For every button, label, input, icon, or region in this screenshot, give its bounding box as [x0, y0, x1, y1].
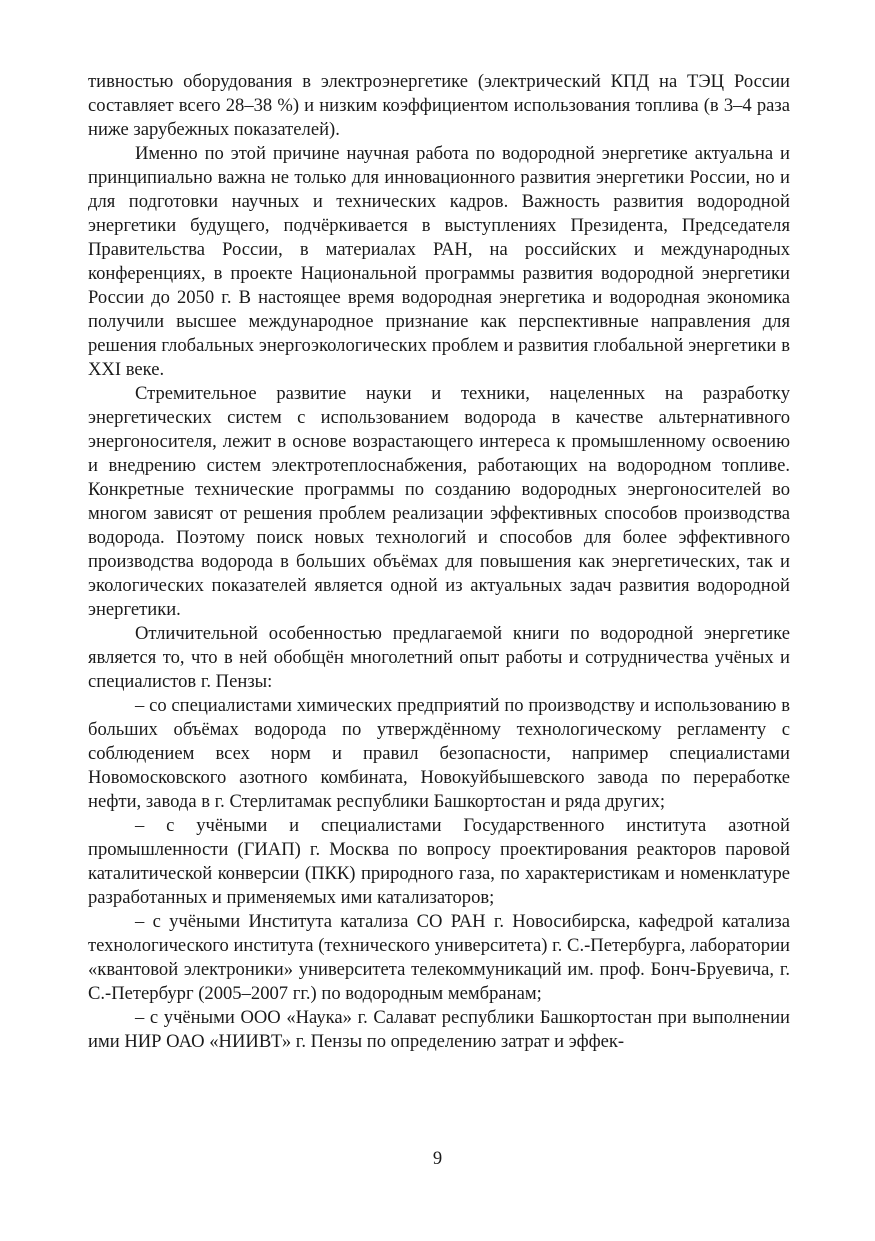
list-item-chemical-enterprises: – со специалистами химических предприятий по производству и использованию в больших объёмах водорода по утверждённому технологическому регламенту с соблюдением всех норм и правил безопасности, например специалистами Новомосковского азотного комбината, Новокуйбышевского завода по переработке нефти, завода в г. Стерлитамак республики Башкортостан и ряда других;	[88, 695, 790, 812]
paragraph-continuation: тивностью оборудования в электроэнергетике (электрический КПД на ТЭЦ России составляет всего 28–38 %) и низким коэффициентом использования топлива (в 3–4 раза ниже зарубежных показателей).	[88, 71, 790, 140]
page-body	[88, 70, 790, 1054]
paragraph-rapid-development: Стремительное развитие науки и техники, нацеленных на разработку энергетических систем с использованием водорода в качестве альтернативного энергоносителя, лежит в основе возрастающего интереса к промышленному освоению и внедрению систем электротеплоснабжения, работающих на водородном топливе. Конкретные технические программы по созданию водородных энергоносителей во многом зависят от решения проблем реализации эффективных способов производства водорода. Поэтому поиск новых технологий и способов для более эффективного производства водорода в больших объёмах для повышения как энергетических, так и экологических показателей является одной из актуальных задач развития водородной энергетики.	[88, 383, 790, 620]
list-item-nauka-salavat: – с учёными ООО «Наука» г. Салават республики Башкортостан при выполнении ими НИР ОАО «НИИВТ» г. Пензы по определению затрат и эффек-	[88, 1007, 790, 1052]
page-number: 9	[432, 1148, 443, 1169]
list-item-catalysis-institute: – с учёными Института катализа СО РАН г. Новосибирска, кафедрой катализа технологического института (технического университета) г. С.-Петербурга, лаборатории «квантовой электроники» университета телекоммуникаций им. проф. Бонч-Бруевича, г. С.-Петербург (2005–2007 гг.) по водородным мембранам;	[88, 911, 790, 1004]
list-item-giap-moscow: – с учёными и специалистами Государственного института азотной промышленности (ГИАП) г. Москва по вопросу проектирования реакторов паровой каталитической конверсии (ПКК) природного газа, по характеристикам и номенклатуре разработанных и применяемых ими катализаторов;	[88, 815, 790, 908]
paragraph-hydrogen-importance: Именно по этой причине научная работа по водородной энергетике актуальна и принципиально важна не только для инновационного развития энергетики России, но и для подготовки научных и технических кадров. Важность развития водородной энергетики будущего, подчёркивается в выступлениях Президента, Председателя Правительства России, в материалах РАН, на российских и международных конференциях, в проекте Национальной программы развития водородной энергетики России до 2050 г. В настоящее время водородная энергетика и водородная экономика получили высшее международное признание как перспективные направления для решения глобальных энергоэкологических проблем и развития глобальной энергетики в XXI веке.	[88, 143, 790, 380]
paragraph-book-distinction: Отличительной особенностью предлагаемой книги по водородной энергетике является то, что в ней обобщён многолетний опыт работы и сотрудничества учёных и специалистов г. Пензы:	[88, 623, 790, 692]
